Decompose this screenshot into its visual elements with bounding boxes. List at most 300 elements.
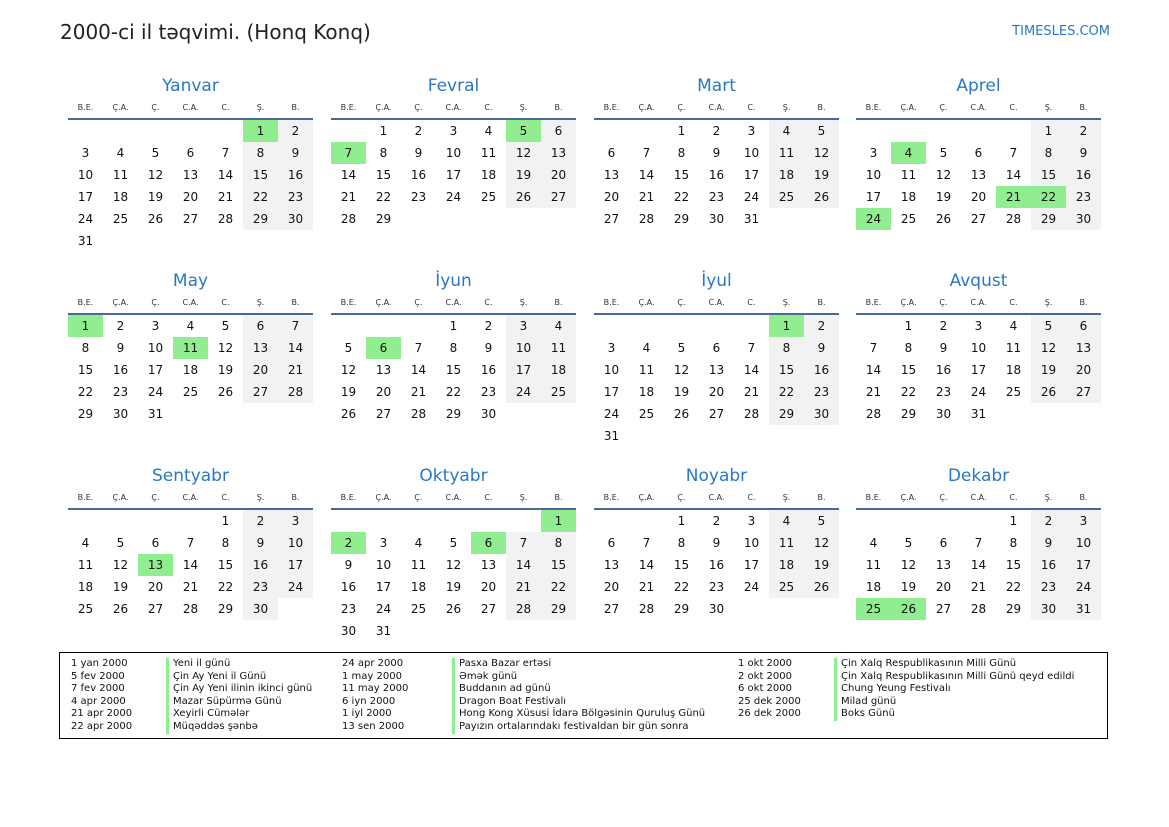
week-row xyxy=(68,164,313,186)
legend-date: 11 may 2000 xyxy=(342,683,409,695)
day-cell: 23 xyxy=(112,385,129,399)
legend-holiday-name: Boks Günü xyxy=(834,708,1169,721)
day-cell: 28 xyxy=(865,407,882,421)
weekday-label: B. xyxy=(291,493,300,502)
day-cell: 29 xyxy=(445,407,462,421)
empty-cell xyxy=(208,230,243,252)
day-cell: 27 xyxy=(603,212,620,226)
day-cell: 26 xyxy=(673,407,690,421)
holiday-day-cell: 25 xyxy=(856,598,891,620)
day-cell: 4 xyxy=(869,536,878,550)
day-cell: 6 xyxy=(186,146,195,160)
weekend-day-cell: 18 xyxy=(769,164,804,186)
week-row xyxy=(68,532,313,554)
day-cell: 19 xyxy=(445,580,462,594)
weekend-day-cell: 10 xyxy=(278,532,313,554)
empty-cell xyxy=(243,230,278,252)
day-cell: 10 xyxy=(970,341,987,355)
legend-date: 5 fev 2000 xyxy=(71,670,125,682)
day-cell: 28 xyxy=(182,602,199,616)
holiday-day-cell: 7 xyxy=(331,142,366,164)
day-cell: 27 xyxy=(970,212,987,226)
day-cell: 15 xyxy=(673,168,690,182)
day-cell: 3 xyxy=(379,536,388,550)
weekend-day-cell: 10 xyxy=(506,337,541,359)
day-cell: 14 xyxy=(217,168,234,182)
empty-cell xyxy=(138,230,173,252)
weekday-label: C.A. xyxy=(970,298,987,307)
weekday-label: B.E. xyxy=(865,103,882,112)
day-cell: 2 xyxy=(712,124,721,138)
day-cell: 25 xyxy=(112,212,129,226)
week-row xyxy=(68,403,313,425)
day-cell: 10 xyxy=(375,558,392,572)
week-row xyxy=(856,142,1101,164)
day-cell: 3 xyxy=(747,514,756,528)
week-row xyxy=(856,359,1101,381)
day-cell: 18 xyxy=(410,580,427,594)
day-cell: 24 xyxy=(603,407,620,421)
weekend-day-cell: 21 xyxy=(506,576,541,598)
day-cell: 19 xyxy=(900,580,917,594)
day-cell: 20 xyxy=(147,580,164,594)
month-title: Oktyabr xyxy=(419,466,488,486)
day-cell: 4 xyxy=(642,341,651,355)
legend-date: 26 dek 2000 xyxy=(738,708,801,720)
empty-cell xyxy=(769,425,804,447)
weekday-label: Ç.A. xyxy=(638,298,655,307)
empty-cell xyxy=(699,315,734,337)
day-cell: 29 xyxy=(900,407,917,421)
day-cell: 28 xyxy=(1005,212,1022,226)
weekend-day-cell: 7 xyxy=(506,532,541,554)
day-cell: 15 xyxy=(673,558,690,572)
empty-cell xyxy=(804,598,839,620)
day-cell: 30 xyxy=(935,407,952,421)
weekend-day-cell: 18 xyxy=(769,554,804,576)
empty-cell xyxy=(243,403,278,425)
holiday-day-cell: 1 xyxy=(541,510,576,532)
day-cell: 10 xyxy=(445,146,462,160)
day-cell: 21 xyxy=(638,190,655,204)
weekend-day-cell: 22 xyxy=(243,186,278,208)
week-row xyxy=(856,403,1101,425)
week-row xyxy=(856,576,1101,598)
week-row xyxy=(856,532,1101,554)
weekday-label: B. xyxy=(554,493,563,502)
week-row xyxy=(594,510,839,532)
day-cell: 21 xyxy=(970,580,987,594)
weekday-label: Ş. xyxy=(1044,493,1053,502)
weekday-label: B. xyxy=(554,298,563,307)
empty-cell xyxy=(734,315,769,337)
weekday-label: Ç.A. xyxy=(900,493,917,502)
day-cell: 10 xyxy=(603,363,620,377)
weekend-day-cell: 18 xyxy=(541,359,576,381)
weekend-day-cell: 12 xyxy=(506,142,541,164)
month-calendar xyxy=(594,74,839,230)
month-calendar xyxy=(856,269,1101,425)
day-cell: 10 xyxy=(77,168,94,182)
weekday-header xyxy=(68,488,313,510)
day-cell: 29 xyxy=(77,407,94,421)
week-row xyxy=(331,164,576,186)
legend-column xyxy=(71,658,343,734)
weekday-label: Ç. xyxy=(414,103,423,112)
week-row xyxy=(68,381,313,403)
day-cell: 7 xyxy=(1009,146,1018,160)
day-cell: 18 xyxy=(1005,363,1022,377)
day-cell: 27 xyxy=(603,602,620,616)
week-row xyxy=(331,620,576,642)
day-cell: 7 xyxy=(186,536,195,550)
weekend-day-cell: 2 xyxy=(1031,510,1066,532)
weekday-label: B.E. xyxy=(340,493,357,502)
empty-cell xyxy=(471,510,506,532)
week-row xyxy=(68,554,313,576)
weekend-day-cell: 12 xyxy=(1031,337,1066,359)
legend-holiday-name: Mazar Süpürmə Günü xyxy=(166,696,343,709)
weekend-day-cell: 1 xyxy=(1031,120,1066,142)
day-cell: 13 xyxy=(375,363,392,377)
weekday-label: B.E. xyxy=(340,103,357,112)
day-cell: 26 xyxy=(445,602,462,616)
legend-date: 1 okt 2000 xyxy=(738,658,792,669)
legend-date: 13 sen 2000 xyxy=(342,720,405,732)
day-cell: 23 xyxy=(935,385,952,399)
weekday-header xyxy=(856,488,1101,510)
month-calendar xyxy=(594,464,839,620)
week-row xyxy=(331,576,576,598)
weekend-day-cell: 3 xyxy=(506,315,541,337)
weekday-label: B.E. xyxy=(340,298,357,307)
week-row xyxy=(331,337,576,359)
empty-cell xyxy=(856,315,891,337)
week-row xyxy=(68,315,313,337)
weekday-label: B. xyxy=(554,103,563,112)
weekend-day-cell: 17 xyxy=(506,359,541,381)
weekday-label: Ç.A. xyxy=(112,493,129,502)
empty-cell xyxy=(278,598,313,620)
day-cell: 18 xyxy=(900,190,917,204)
weekday-label: Ş. xyxy=(782,298,791,307)
weekend-day-cell: 27 xyxy=(243,381,278,403)
day-cell: 9 xyxy=(484,341,493,355)
empty-cell xyxy=(401,208,436,230)
legend-entry xyxy=(71,721,343,734)
day-cell: 19 xyxy=(673,385,690,399)
weekend-day-cell: 30 xyxy=(278,208,313,230)
empty-cell xyxy=(769,208,804,230)
week-row xyxy=(594,576,839,598)
weekend-day-cell: 4 xyxy=(541,315,576,337)
day-cell: 30 xyxy=(340,624,357,638)
weekday-label: Ç.A. xyxy=(638,493,655,502)
day-cell: 12 xyxy=(112,558,129,572)
empty-cell xyxy=(208,120,243,142)
week-row xyxy=(331,120,576,142)
day-cell: 23 xyxy=(708,580,725,594)
empty-cell xyxy=(856,120,891,142)
weekend-day-cell: 5 xyxy=(804,120,839,142)
day-cell: 6 xyxy=(607,146,616,160)
weekend-day-cell: 9 xyxy=(243,532,278,554)
weekday-label: B.E. xyxy=(865,298,882,307)
legend-holiday-name: Hong Kong Xüsusi İdarə Bölgəsinin Quruluş Günü xyxy=(452,708,739,721)
weekend-day-cell: 9 xyxy=(1031,532,1066,554)
day-cell: 7 xyxy=(974,536,983,550)
day-cell: 3 xyxy=(974,319,983,333)
day-cell: 15 xyxy=(900,363,917,377)
weekday-label: C. xyxy=(1009,493,1018,502)
weekend-day-cell: 21 xyxy=(278,359,313,381)
empty-cell xyxy=(891,120,926,142)
day-cell: 11 xyxy=(1005,341,1022,355)
weekend-day-cell: 8 xyxy=(769,337,804,359)
day-cell: 11 xyxy=(410,558,427,572)
weekend-day-cell: 27 xyxy=(541,186,576,208)
day-cell: 16 xyxy=(112,363,129,377)
day-cell: 1 xyxy=(449,319,458,333)
day-cell: 25 xyxy=(1005,385,1022,399)
day-cell: 24 xyxy=(375,602,392,616)
legend-entry xyxy=(342,696,739,709)
weekend-day-cell: 30 xyxy=(804,403,839,425)
empty-cell xyxy=(629,425,664,447)
empty-cell xyxy=(1031,403,1066,425)
day-cell: 24 xyxy=(445,190,462,204)
weekday-label: C.A. xyxy=(970,493,987,502)
weekday-label: C.A. xyxy=(708,298,725,307)
day-cell: 26 xyxy=(147,212,164,226)
weekend-day-cell: 11 xyxy=(541,337,576,359)
day-cell: 31 xyxy=(743,212,760,226)
week-row xyxy=(331,381,576,403)
day-cell: 16 xyxy=(935,363,952,377)
day-cell: 20 xyxy=(708,385,725,399)
empty-cell xyxy=(401,315,436,337)
day-cell: 2 xyxy=(484,319,493,333)
day-cell: 17 xyxy=(375,580,392,594)
month-calendar xyxy=(856,74,1101,230)
weekday-label: Ç. xyxy=(414,298,423,307)
weekday-label: Ş. xyxy=(519,298,528,307)
weekday-label: C. xyxy=(1009,103,1018,112)
weekday-label: B. xyxy=(817,493,826,502)
day-cell: 16 xyxy=(708,168,725,182)
day-cell: 10 xyxy=(743,536,760,550)
site-link[interactable]: TIMESLES.COM xyxy=(1012,24,1110,39)
weekend-day-cell: 2 xyxy=(243,510,278,532)
legend-entry xyxy=(738,671,1169,684)
legend-holiday-name: Çin Xalq Respublikasının Milli Günü xyxy=(834,658,1169,671)
week-row xyxy=(594,120,839,142)
weekday-label: Ş. xyxy=(1044,103,1053,112)
week-row xyxy=(856,208,1101,230)
week-row xyxy=(594,598,839,620)
empty-cell xyxy=(541,403,576,425)
weekend-day-cell: 15 xyxy=(1031,164,1066,186)
day-cell: 19 xyxy=(340,385,357,399)
week-row xyxy=(594,403,839,425)
weekday-label: B. xyxy=(817,103,826,112)
day-cell: 1 xyxy=(677,514,686,528)
legend-holiday-name: Chung Yeung Festivalı xyxy=(834,683,1169,696)
weekend-day-cell: 10 xyxy=(1066,532,1101,554)
day-cell: 30 xyxy=(708,602,725,616)
empty-cell xyxy=(173,120,208,142)
weekend-day-cell: 7 xyxy=(278,315,313,337)
legend-date: 2 okt 2000 xyxy=(738,670,792,682)
weekend-day-cell: 19 xyxy=(804,164,839,186)
weekday-header xyxy=(331,488,576,510)
weekday-label: Ç. xyxy=(151,103,160,112)
weekend-day-cell: 14 xyxy=(278,337,313,359)
day-cell: 13 xyxy=(708,363,725,377)
week-row xyxy=(68,510,313,532)
day-cell: 17 xyxy=(147,363,164,377)
holiday-day-cell: 5 xyxy=(506,120,541,142)
week-row xyxy=(331,359,576,381)
legend-entry xyxy=(342,658,739,671)
day-cell: 8 xyxy=(904,341,913,355)
empty-cell xyxy=(103,510,138,532)
week-row xyxy=(331,186,576,208)
weekday-label: C. xyxy=(747,298,756,307)
day-cell: 22 xyxy=(77,385,94,399)
weekend-day-cell: 17 xyxy=(278,554,313,576)
day-cell: 7 xyxy=(414,341,423,355)
weekday-label: Ç.A. xyxy=(900,103,917,112)
weekday-label: Ş. xyxy=(1044,298,1053,307)
weekday-label: Ç. xyxy=(677,103,686,112)
week-row xyxy=(594,164,839,186)
holiday-legend xyxy=(59,652,1108,739)
legend-date: 22 apr 2000 xyxy=(71,720,133,732)
day-cell: 14 xyxy=(410,363,427,377)
weekday-label: C.A. xyxy=(182,298,199,307)
day-cell: 9 xyxy=(712,146,721,160)
day-cell: 8 xyxy=(677,536,686,550)
day-cell: 9 xyxy=(414,146,423,160)
day-cell: 20 xyxy=(182,190,199,204)
empty-cell xyxy=(401,510,436,532)
weekend-day-cell: 19 xyxy=(1031,359,1066,381)
month-title: Noyabr xyxy=(685,466,748,486)
day-cell: 12 xyxy=(217,341,234,355)
legend-holiday-name: Milad günü xyxy=(834,696,1169,709)
empty-cell xyxy=(664,425,699,447)
page-title: 2000-ci il təqvimi. (Honq Konq) xyxy=(60,20,371,44)
day-cell: 19 xyxy=(217,363,234,377)
day-cell: 13 xyxy=(603,558,620,572)
empty-cell xyxy=(961,510,996,532)
week-row xyxy=(68,230,313,252)
day-cell: 21 xyxy=(865,385,882,399)
day-cell: 8 xyxy=(81,341,90,355)
week-row xyxy=(68,337,313,359)
weekend-day-cell: 2 xyxy=(1066,120,1101,142)
day-cell: 20 xyxy=(480,580,497,594)
weekday-label: C. xyxy=(221,493,230,502)
day-cell: 24 xyxy=(743,580,760,594)
day-cell: 17 xyxy=(77,190,94,204)
legend-date: 6 okt 2000 xyxy=(738,683,792,695)
weekday-label: B. xyxy=(817,298,826,307)
month-calendar xyxy=(68,269,313,425)
legend-holiday-name: Dragon Boat Festivalı xyxy=(452,696,739,709)
day-cell: 13 xyxy=(970,168,987,182)
day-cell: 2 xyxy=(414,124,423,138)
weekend-day-cell: 24 xyxy=(278,576,313,598)
day-cell: 30 xyxy=(480,407,497,421)
day-cell: 25 xyxy=(410,602,427,616)
weekday-label: Ç.A. xyxy=(112,103,129,112)
day-cell: 25 xyxy=(900,212,917,226)
day-cell: 18 xyxy=(865,580,882,594)
day-cell: 20 xyxy=(603,580,620,594)
day-cell: 1 xyxy=(221,514,230,528)
weekday-header xyxy=(68,293,313,315)
day-cell: 15 xyxy=(445,363,462,377)
week-row xyxy=(331,403,576,425)
month-calendar xyxy=(331,74,576,230)
weekday-label: C. xyxy=(221,103,230,112)
weekend-day-cell: 24 xyxy=(1066,576,1101,598)
holiday-day-cell: 24 xyxy=(856,208,891,230)
weekend-day-cell: 20 xyxy=(1066,359,1101,381)
day-cell: 12 xyxy=(445,558,462,572)
day-cell: 14 xyxy=(638,558,655,572)
weekend-day-cell: 15 xyxy=(243,164,278,186)
week-row xyxy=(856,510,1101,532)
day-cell: 6 xyxy=(151,536,160,550)
legend-entry xyxy=(71,696,343,709)
legend-entry xyxy=(342,671,739,684)
weekend-day-cell: 3 xyxy=(278,510,313,532)
legend-date: 1 may 2000 xyxy=(342,670,402,682)
day-cell: 31 xyxy=(77,234,94,248)
day-cell: 24 xyxy=(743,190,760,204)
day-cell: 11 xyxy=(865,558,882,572)
weekend-day-cell: 29 xyxy=(1031,208,1066,230)
day-cell: 18 xyxy=(638,385,655,399)
weekday-label: B. xyxy=(291,298,300,307)
weekend-day-cell: 28 xyxy=(278,381,313,403)
month-title: Dekabr xyxy=(947,466,1010,486)
week-row xyxy=(594,381,839,403)
week-row xyxy=(331,532,576,554)
empty-cell xyxy=(594,510,629,532)
weekend-day-cell: 9 xyxy=(278,142,313,164)
legend-holiday-name: Müqəddəs şənbə xyxy=(166,721,343,734)
day-cell: 18 xyxy=(182,363,199,377)
day-cell: 18 xyxy=(77,580,94,594)
legend-entry xyxy=(71,683,343,696)
weekend-day-cell: 6 xyxy=(1066,315,1101,337)
weekend-day-cell: 13 xyxy=(243,337,278,359)
day-cell: 14 xyxy=(970,558,987,572)
day-cell: 14 xyxy=(1005,168,1022,182)
week-row xyxy=(68,208,313,230)
day-cell: 16 xyxy=(410,168,427,182)
day-cell: 14 xyxy=(182,558,199,572)
empty-cell xyxy=(138,510,173,532)
weekday-label: C.A. xyxy=(182,103,199,112)
day-cell: 4 xyxy=(1009,319,1018,333)
weekday-label: Ç. xyxy=(939,298,948,307)
weekday-header xyxy=(594,488,839,510)
